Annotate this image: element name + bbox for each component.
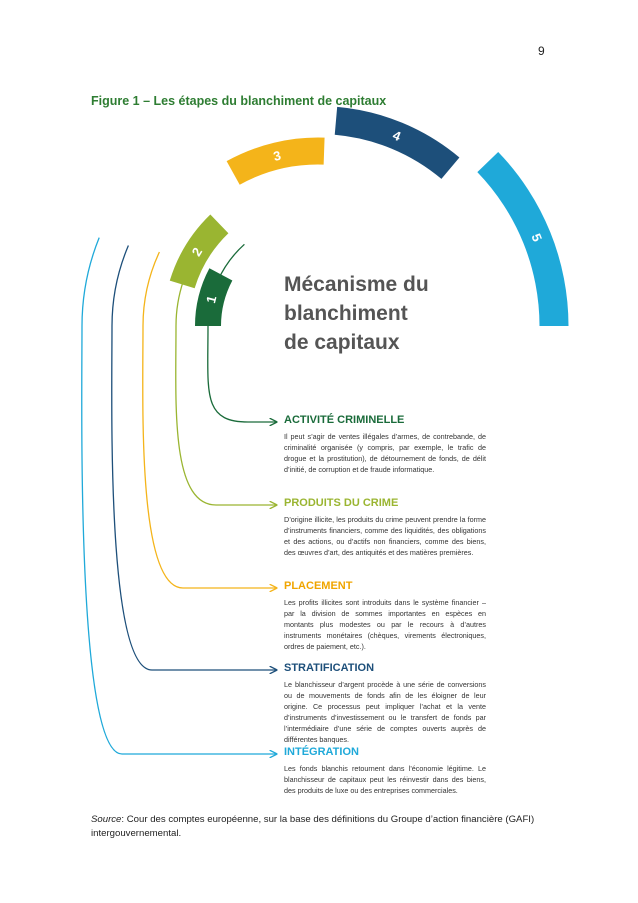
step-criminal-activity [284, 414, 486, 475]
step-placement [284, 580, 486, 652]
ring-number-4: 4 [390, 127, 404, 144]
step-integration [284, 746, 486, 796]
connector-line-5 [82, 238, 276, 754]
step-text: Il peut s’agir de ventes illégales d’armes, de contrebande, de criminalité organisée (y compris, par exemple, le trafic de drogue et la prostitution), de détournement de fonds, de délit d’initié, de corruption et de fraude informatique. [284, 432, 486, 474]
ring-number-5: 5 [528, 231, 546, 244]
step-text: Les profits illicites sont introduits dans le système financier – par la division de sommes importantes en espèces en montants plus modestes ou par le recours à d’autres instruments monétaires (chèques, virements électroniques, ordres de paiement, etc.). [284, 598, 486, 651]
step-text: D’origine illicite, les produits du crime peuvent prendre la forme d’instruments financiers, comme des liquidités, des obligations et des actions, ou d’actifs non financiers, comme des biens, des œuvres d’art, des antiquités et des matières premières. [284, 515, 486, 557]
step-title: ACTIVITÉ CRIMINELLE [284, 414, 405, 426]
step-text: Le blanchisseur d’argent procède à une série de conversions ou de mouvements de fonds afin de les éloigner de leur origine. Ce processus peut impliquer l’achat et la vente d’instruments d’investissement ou le transfert de fonds par l’intermédiaire d’une série de comptes ouverts auprès de différentes banques. [284, 680, 486, 744]
connector-line-4 [112, 246, 276, 671]
step-proceeds-of-crime [284, 497, 486, 558]
ring-number-3: 3 [271, 147, 283, 164]
source-note [91, 813, 551, 841]
page-number: 9 [538, 44, 545, 58]
diagram-title-line-3: de capitaux [284, 331, 400, 354]
source-label: Source [91, 814, 122, 825]
step-title: INTÉGRATION [284, 746, 359, 758]
diagram-title-line-1: Mécanisme du [284, 273, 429, 296]
diagram-title [284, 270, 484, 357]
step-title: PRODUITS DU CRIME [284, 497, 399, 509]
step-layering [284, 662, 486, 745]
figure-title: Figure 1 – Les étapes du blanchiment de capitaux [91, 94, 387, 108]
connector-lines [82, 238, 276, 754]
ring-number-2: 2 [188, 244, 206, 259]
connector-line-1 [208, 244, 276, 422]
step-title: STRATIFICATION [284, 662, 375, 674]
ring-number-1: 1 [203, 294, 220, 305]
diagram-title-line-2: blanchiment [284, 302, 408, 325]
step-text: Les fonds blanchis retournent dans l’économie légitime. Le blanchisseur de capitaux peut les réinvestir dans des biens, des produits de luxe ou des entreprises commerciales. [284, 764, 486, 795]
ring-band-5 [477, 152, 568, 326]
source-text: : Cour des comptes européenne, sur la base des définitions du Groupe d’action financière (GAFI) intergouvernemental. [91, 814, 535, 839]
step-title: PLACEMENT [284, 580, 353, 592]
